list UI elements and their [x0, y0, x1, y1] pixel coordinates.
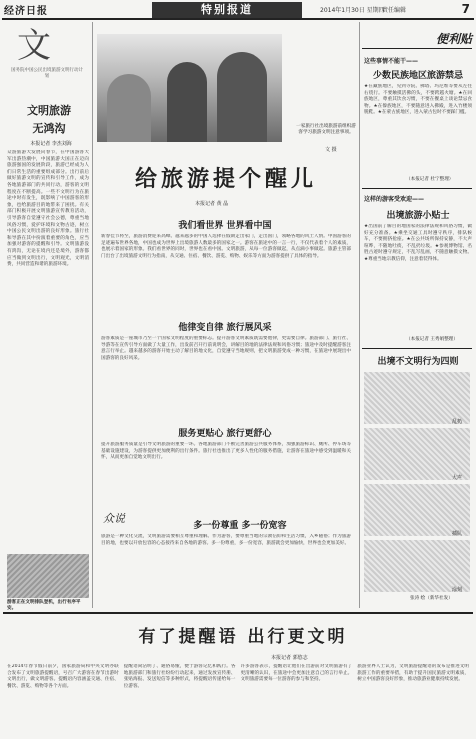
left-column	[3, 22, 91, 611]
photo-figure	[107, 74, 151, 142]
bottom-article	[3, 612, 473, 739]
article-text: 旅游是一种文化交流，文明旅游需要相互尊重和理解。作为游客，要尊重当地的宗教信仰和生活习惯，入乡随俗；作为旅游目的地，也要以开放包容的心态接待来自各地的游客。多一份尊重，多一份宽容，旅游就会更加愉快，世界也会更加美好。	[101, 534, 351, 546]
photo-credit: 文 摄	[325, 147, 337, 153]
cartoon-illustration	[364, 484, 470, 536]
lead-photo	[97, 34, 282, 142]
cartoon-label: 乱扔	[452, 419, 463, 425]
editor-line: 责任编辑	[382, 7, 407, 14]
kicker: 这样的游客受欢迎——	[364, 196, 425, 203]
article-block	[101, 442, 351, 508]
right-signature: （本报记者 杜宁整理）	[406, 177, 454, 182]
right-article-body: ★出国前了解目的地国家的法律法规和风俗习惯，做好充分准备。★乘坐交通工具时遵守秩序，排队候车，不要拥挤抢座。★在公共场所保持安静，不大声喧哗，不随地吐痰，不乱扔垃圾。★参观博物馆、名胜古迹时遵守规定，不乱写乱画，不随意触摸文物。★尊重当地宗教信仰，注意着装得体。	[364, 224, 472, 262]
article-text: 在2014年春节假日前夕，国家旅游局和中央文明办联合发布了文明旅游提醒语，号召广大游客在春节出游时文明出行，做文明游客。提醒语内容涵盖交通、住宿、餐饮、游览、购物等各个方面。	[7, 664, 119, 689]
left-article-title: 文明旅游	[27, 104, 71, 117]
left-photo-caption: 游客正在文明排队登机，出行有序平安。	[7, 600, 81, 611]
article-text: 许多游客表示，提醒语让他们在出游前对文明旅游有了更清晰的认识，在旅途中会更加注意自己的言行举止。文明旅游需要每一位游客的参与和坚持。	[240, 664, 353, 683]
section-banner: 特别报道	[152, 2, 302, 18]
bottom-byline: 本报记者 郭悠志	[271, 655, 308, 661]
paper-name: 经济日报	[4, 6, 48, 17]
issue-date: 2014年1月30日 星期四	[320, 7, 385, 14]
right-headline: 少数民族地区旅游禁忌	[372, 71, 463, 81]
article-block	[101, 534, 351, 608]
right-column	[362, 22, 474, 608]
article-text: 游客素质是一座城市乃至一个国家文明程度的重要标志。提升游客文明素质既需要他律，更需要自律。旅游部门、旅行社、导游等在宣传引导方面做了大量工作，出发前召开行前说明会，讲解目的地的法律法规和风俗习惯；旅途中及时提醒游客注意言行举止。越来越多的游客开始主动了解目的地文化，自觉遵守当地规则，把文明旅游变成一种习惯，在旅途中展现出中国游客的良好风采。	[101, 336, 351, 361]
article-text: 新春佳节将至，旅游消费迎来高峰。越来越多的中国人选择在假期走出家门，走出国门，领略各地的风土人情。中国游客的足迹遍布世界各地，中国也成为世界上出境旅游人数最多的国家之一。游客在旅途中的一言一行，不仅代表着个人的素质，也展示着国家的形象。我们看世界的同时，世界也在看中国。文明旅游，从每一位游客做起，从点滴小事做起。旅游主管部门出台了出境旅游文明行为指南，从交通、住宿、餐饮、游览、购物、娱乐等方面为游客提供了具体的指导。	[101, 234, 351, 259]
subheading: 我们看世界 世界看中国	[178, 221, 272, 231]
main-headline: 给旅游提个醒儿	[134, 166, 317, 192]
rule	[362, 48, 472, 49]
article-text: 提升旅游服务质量是引导文明旅游的重要一环。各地旅游部门不断完善旅游公共服务体系，加强旅游标识、厕所、停车场等基础设施建设，为游客提供更加便利的出行条件。旅行社也推出了更多人性化的服务措施，让游客在旅途中感受到温暖和关怀，从而更加自觉地文明出行。	[101, 442, 351, 461]
left-photo	[7, 554, 89, 598]
subheading: 多一份尊重 多一份宽容	[193, 521, 287, 531]
cartoon-illustration	[364, 540, 470, 592]
bottom-headline: 有了提醒语 出行更文明	[138, 627, 348, 647]
article-block	[101, 234, 351, 316]
campaign-logo	[9, 28, 85, 90]
article-text: 提醒语简洁明了、通俗易懂，便于游客记忆和践行。各地旅游部门和旅行社纷纷行动起来，通过发放宣传册、张贴海报、发送短信等多种形式，将提醒语传递给每一位游客。	[123, 664, 236, 689]
photo-figure	[217, 52, 267, 142]
photo-figure	[167, 62, 207, 142]
cartoon-label: 大声	[452, 475, 463, 481]
left-article-subtitle: 无鸿沟	[32, 122, 66, 135]
right-article-body: ★在藏族地区，见到寺院、佛塔、玛尼堆等要从左往右绕行。不要触摸活佛的头，不要跨越火塘。★在回族地区，尊重其饮食习惯，不要在餐桌上谈论禁忌食物。★在傣族地区，不要随意进入佛殿，进入竹楼须脱鞋。★在蒙古族地区，进入蒙古包时不要踩门槛。	[364, 84, 472, 116]
right-headline: 出境不文明行为四则	[377, 357, 459, 367]
rule	[362, 348, 472, 349]
bianli-label: 便利贴	[435, 32, 472, 46]
cartoon-credit: 张涛 绘（新华社发）	[410, 596, 453, 601]
page-number: 7	[461, 2, 470, 16]
cartoon-illustration	[364, 428, 470, 480]
article-block	[101, 336, 351, 422]
right-headline: 出境旅游小贴士	[386, 211, 450, 221]
lead-photo-caption: 一家旅行社出境旅游前组织游客学习旅游文明注意事项。	[296, 124, 356, 135]
wen-logo-icon: 文	[17, 26, 51, 66]
bottom-columns	[7, 664, 469, 736]
cartoon-label: 插队	[452, 531, 463, 537]
cartoon-illustration	[364, 372, 470, 424]
left-article-body: 众游旅游大发展向春节，在中国游客大军出游热潮中，中国旅游大国正在迈向旅游强国的发展阶段，旅游已经成为人们日常生活的重要组成部分。出行前后做好旅游文明的宣传和引导工作，成为各地旅游部门的共同行动，游客的文明程度在不断提高。一些不文明行为在旅途中时有发生，既影响了中国游客的形象，也给旅游目的地带来了困扰。有关部门积极开展文明旅游宣传教育活动，引导游客自觉遵守社会公德，尊重当地风俗习惯，爱护环境和文物古迹，树立中国公民文明出游的良好形象。旅行社和导游在其中扮演着重要的角色，应当加强对游客的提醒和引导。文明旅游没有鸿沟，无论在境内还是境外，游客都应当做到文明出行，文明观光，文明消费，共同营造和谐的旅游环境。	[7, 150, 89, 268]
center-column	[95, 22, 357, 608]
masthead	[2, 2, 474, 20]
logo-caption: 国务院中国公民出境旅游文明行动计划	[11, 68, 83, 79]
rule	[362, 188, 472, 189]
kicker: 这些事情不能干——	[364, 58, 419, 65]
cartoon-label: 涂刻	[452, 587, 463, 593]
right-signature: （本报记者 王秀娟整理）	[406, 337, 458, 342]
column-divider	[359, 22, 360, 608]
subheading: 服务更贴心 旅行更舒心	[178, 429, 272, 439]
column-divider	[92, 22, 93, 608]
main-byline: 本报记者 黄 晶	[195, 201, 229, 207]
left-byline: 本报记者 李杰刘海	[30, 141, 72, 147]
zhongshuo-label: 众说	[103, 512, 125, 525]
subheading: 他律变自律 旅行展风采	[178, 323, 272, 333]
article-text: 旅游业界人士认为，文明旅游提醒语的发布是推进文明旅游工作的重要举措，有助于提升国民旅游文明素质，树立中国游客良好形象，推动旅游业健康持续发展。	[357, 664, 469, 683]
